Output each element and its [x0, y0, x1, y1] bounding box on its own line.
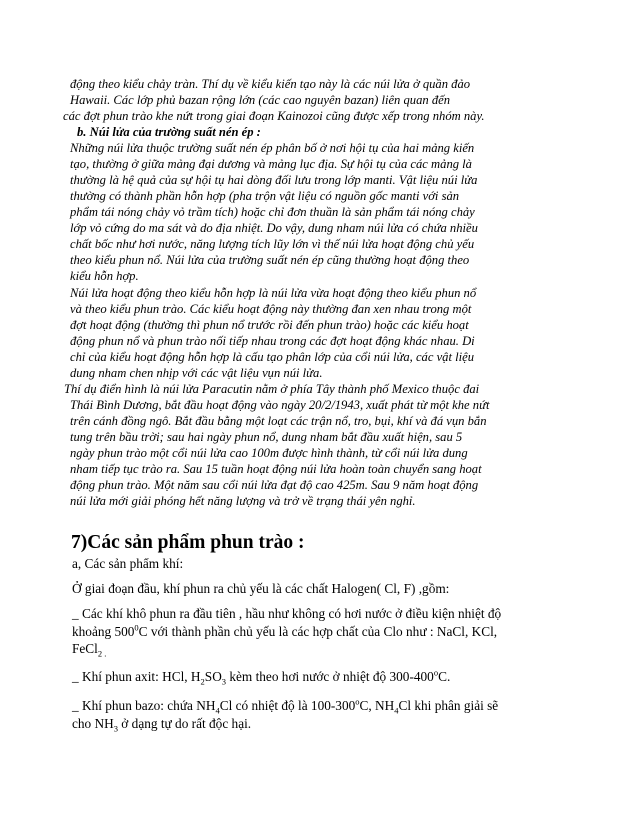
- dry-gas-paragraph: [72, 605, 501, 658]
- paragraph-line: Núi lửa hoạt động theo kiểu hỗn hợp là núi lửa vừa hoạt động theo kiểu phun nổ: [70, 286, 477, 300]
- dry-gas-text: khoảng 500: [72, 623, 135, 639]
- subscript: 2: [200, 676, 205, 687]
- paragraph-line: Thái Bình Dương, bắt đầu hoạt động vào ngày 20/2/1943, xuất phát từ một khe nứt: [70, 398, 490, 413]
- base-gas-text: _ Khí phun bazo: chứa NH: [72, 698, 216, 713]
- base-gas-text: Cl có nhiệt độ là 100-300: [219, 698, 356, 713]
- subscript: 3: [221, 676, 227, 687]
- paragraph-line: đợt hoạt động (thường thì phun nổ trước rồi đến phun trào) hoặc các kiểu hoạt: [70, 318, 469, 333]
- paragraph-line: nham tiếp tục trào ra. Sau 15 tuần hoạt động núi lửa hoàn toàn chuyển sang hoạt: [70, 462, 482, 477]
- paragraph-line: Thí dụ điển hình là núi lửa Paracutin nằm ở phía Tây thành phố Mexico thuộc đai: [64, 382, 480, 396]
- paragraph-line: núi lửa mới giải phóng hết năng lượng và trở về trạng thái yên nghỉ.: [70, 494, 416, 509]
- paragraph-line: động phun trào. Một năm sau cổi núi lửa đạt độ cao 425m. Sau 9 năm hoạt động: [70, 478, 479, 493]
- paragraph-compression: [70, 140, 570, 284]
- paragraph-line: các đợt phun trào khe nứt trong giai đoạn Kainozoi cũng được xếp trong nhóm này.: [63, 109, 485, 124]
- acid-gas-text: SO: [204, 669, 222, 684]
- base-gas-text: cho NH: [72, 715, 114, 731]
- paragraph-line: Những núi lửa thuộc trường suất nén ép phân bố ở nơi hội tụ của hai mảng kiến: [70, 141, 475, 155]
- subscript: 4: [394, 705, 399, 716]
- paragraph-line: phẩm tái nóng chảy vỏ trầm tích) hoặc chỉ đơn thuần là sản phẩm tái nóng chảy: [70, 205, 475, 220]
- base-gas-text: C, NH: [359, 698, 395, 713]
- paragraph-line: và theo kiểu phun trào. Các kiểu hoạt động này thường đan xen nhau trong một: [70, 302, 472, 317]
- superscript: 0: [134, 622, 139, 633]
- base-gas-text: Cl khi phân giải sẽ: [398, 698, 499, 713]
- subscript: 2 .: [97, 648, 107, 659]
- dry-gas-text: C với thành phần chủ yếu là các hợp chất của Clo như : NaCl, KCl,: [138, 623, 498, 639]
- paragraph-line: chỉ của kiểu hoạt động hỗn hợp là cấu tạo phân lớp của cổi núi lửa, các vật liệu: [70, 350, 474, 365]
- acid-gas-text: kèm theo hơi nước ở nhiệt độ 300-400: [226, 669, 434, 684]
- paragraph-line: tạo, thường ở giữa mảng đại dương và mảng lục địa. Sự hội tụ của các mảng là: [70, 157, 472, 172]
- acid-gas-sentence: [72, 668, 450, 686]
- superscript: o: [355, 696, 360, 707]
- paragraph-line: kiểu hỗn hợp.: [70, 269, 139, 284]
- section-heading-eruption-products: 7)Các sản phẩm phun trào :: [71, 532, 305, 553]
- paragraph-line: Hawaii. Các lớp phủ bazan rộng lớn (các cao nguyên bazan) liên quan đến: [70, 93, 451, 108]
- paragraph-line: chất bốc như hơi nước, năng lượng tích lũy lớn vì thế núi lửa hoạt động chủ yếu: [70, 237, 475, 252]
- subheading-b: b. Núi lửa của trường suất nén ép :: [77, 125, 261, 139]
- paragraph-paracutin-example: [64, 381, 570, 509]
- subscript: 4: [215, 705, 220, 716]
- acid-gas-text: C.: [438, 669, 451, 684]
- halogen-sentence: Ở giai đoạn đầu, khí phun ra chủ yếu là các chất Halogen( Cl, F) ,gồm:: [72, 581, 450, 596]
- paragraph-line: ngày phun trào một cổi núi lửa cao 100m được hình thành, từ cổi núi lửa dung: [70, 446, 468, 461]
- superscript: o: [433, 667, 439, 678]
- dry-gas-text: FeCl: [72, 641, 98, 656]
- paragraph-line: động phun nổ và phun trào nối tiếp nhau trong các đợt hoạt động khác nhau. Di: [70, 334, 475, 349]
- dry-gas-line-1: _ Các khí khô phun ra đầu tiên , hầu như không có hơi nước ở điều kiện nhiệt độ: [72, 606, 502, 621]
- paragraph-line: thường là hệ quả của sự hội tụ hai dòng đối lưu trong lớp manti. Vật liệu núi lửa: [70, 173, 478, 188]
- paragraph-line: trên cánh đồng ngô. Bắt đầu bằng một loạt các trận nổ, tro, bụi, khí và đá vụn bắn: [70, 414, 487, 429]
- paragraph-line: tung trên bầu trời; sau hai ngày phun nổ, dung nham bắt đầu xuất hiện, sau 5: [70, 430, 463, 445]
- paragraph-mixed-activity: [70, 285, 570, 381]
- base-gas-text: ở dạng tự do rất độc hại.: [117, 715, 252, 731]
- paragraph-line: động theo kiểu chảy tràn. Thí dụ về kiểu kiến tạo này là các núi lửa ở quần đảo: [70, 77, 471, 91]
- paragraph-intro: [63, 76, 570, 124]
- paragraph-line: thường có thành phần hỗn hợp (pha trộn vật liệu có nguồn gốc manti với sản: [70, 189, 460, 204]
- subheading-gas-products: a, Các sản phẩm khí:: [72, 556, 184, 571]
- paragraph-line: theo kiểu phun nổ. Núi lửa của trường suất nén ép cũng thường hoạt động theo: [70, 253, 470, 268]
- subscript: 3: [113, 723, 118, 734]
- base-gas-paragraph: [72, 697, 498, 732]
- paragraph-line: lớp vỏ cứng do ma sát và do địa nhiệt. Do vậy, dung nham núi lửa có chứa nhiều: [70, 221, 478, 236]
- acid-gas-text: _ Khí phun axit: HCl, H: [72, 669, 201, 684]
- paragraph-line: dung nham chen nhịp với các vật liệu vụn núi lửa.: [70, 366, 323, 381]
